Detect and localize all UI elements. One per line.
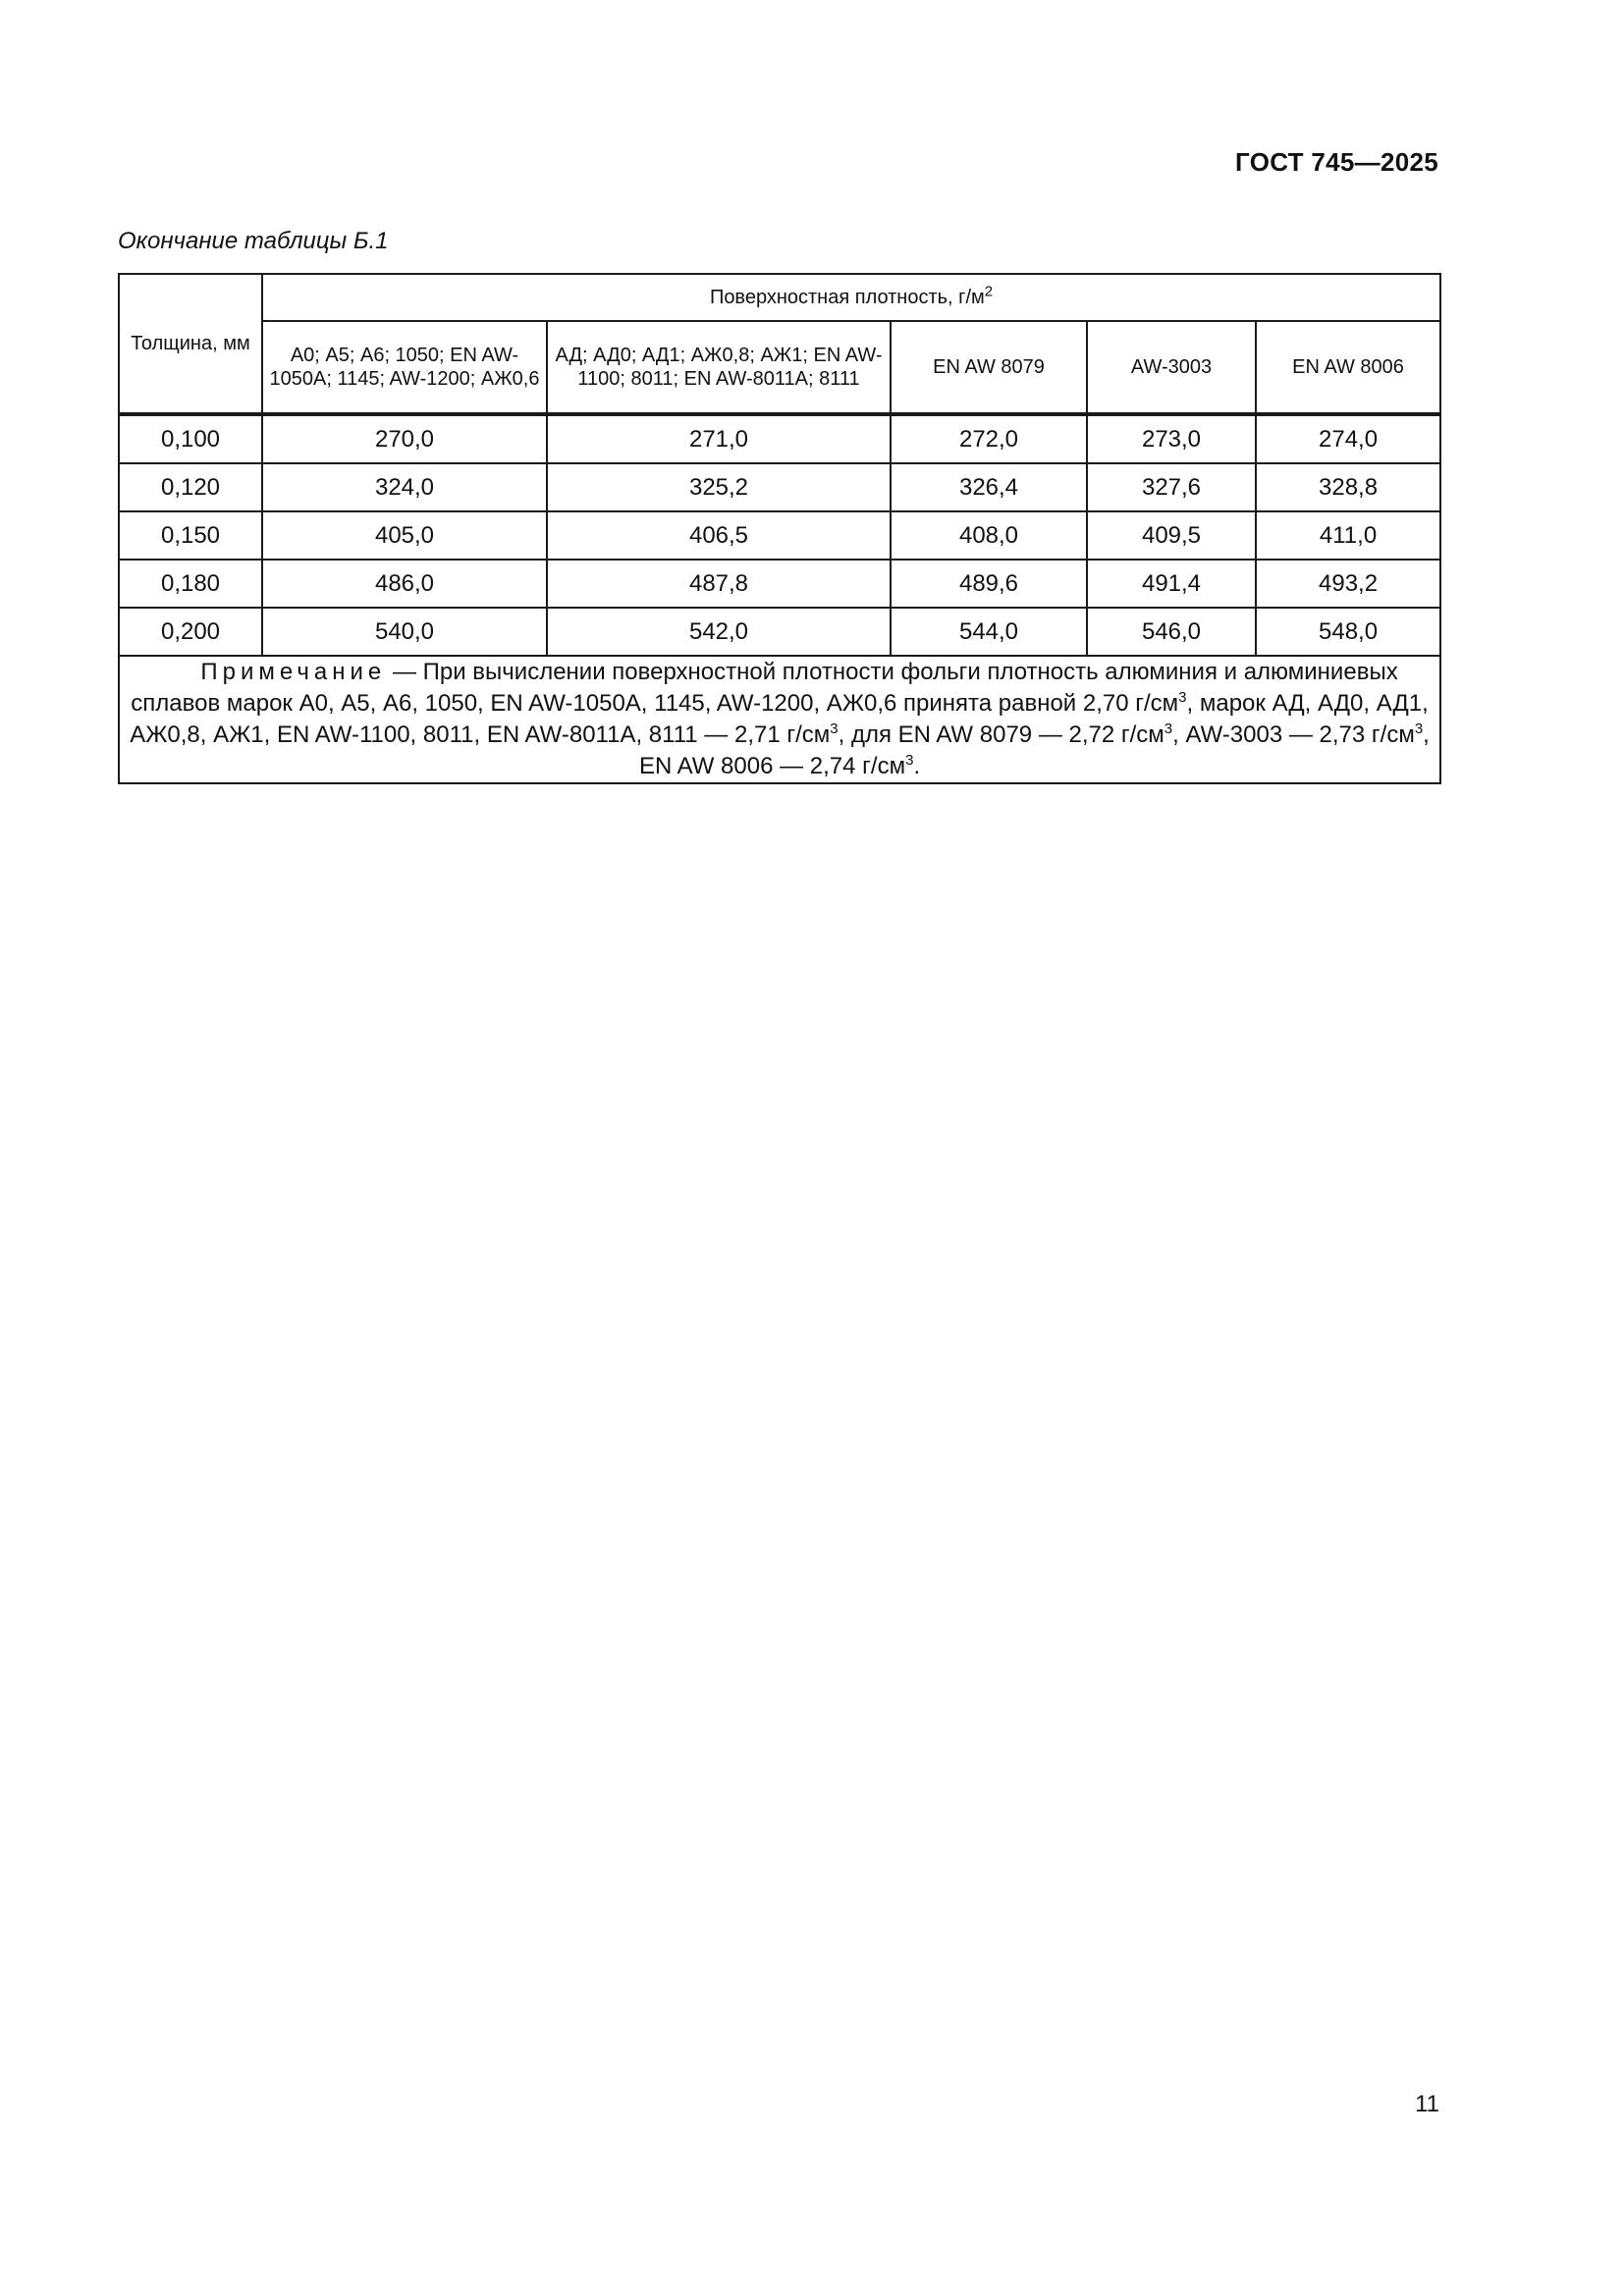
- value-cell: 540,0: [262, 608, 547, 656]
- document-id: ГОСТ 745—2025: [1235, 147, 1438, 177]
- value-cell: 274,0: [1256, 414, 1440, 463]
- thickness-cell: 0,200: [119, 608, 262, 656]
- value-cell: 486,0: [262, 560, 547, 608]
- table-row: [119, 511, 1440, 560]
- value-cell: 487,8: [547, 560, 891, 608]
- note-text-5: , EN AW 8006 — 2,74 г/см: [638, 721, 1430, 779]
- note-superscript: 3: [1164, 721, 1173, 737]
- note-superscript: 3: [830, 721, 839, 737]
- value-cell: 546,0: [1087, 608, 1256, 656]
- note-superscript: 3: [1178, 689, 1187, 706]
- value-cell: 271,0: [547, 414, 891, 463]
- note-cell: [119, 656, 1440, 783]
- column-header-alloy-group-1: А0; А5; А6; 1050; EN AW-1050A; 1145; AW-1200; АЖ0,6: [262, 321, 547, 414]
- value-cell: 406,5: [547, 511, 891, 560]
- column-header-en-aw-8006: EN AW 8006: [1256, 321, 1440, 414]
- surface-density-header-text: Поверхностная плотность, г/м: [709, 287, 985, 308]
- note-paragraph: [124, 657, 1435, 782]
- column-header-aw-3003: AW-3003: [1087, 321, 1256, 414]
- value-cell: 272,0: [891, 414, 1087, 463]
- table-row: [119, 463, 1440, 511]
- thickness-cell: 0,180: [119, 560, 262, 608]
- table-header-row: [119, 274, 1440, 321]
- value-cell: 405,0: [262, 511, 547, 560]
- value-cell: 542,0: [547, 608, 891, 656]
- table-caption: Окончание таблицы Б.1: [118, 228, 389, 254]
- value-cell: 328,8: [1256, 463, 1440, 511]
- surface-density-header-superscript: 2: [984, 283, 994, 300]
- value-cell: 408,0: [891, 511, 1087, 560]
- note-superscript: 3: [1414, 721, 1424, 737]
- table-row: [119, 560, 1440, 608]
- table-row: [119, 414, 1440, 463]
- value-cell: 489,6: [891, 560, 1087, 608]
- value-cell: 327,6: [1087, 463, 1256, 511]
- thickness-header: Толщина, мм: [119, 274, 262, 414]
- note-text-2: , марок АД, АД0, АД1, АЖ0,8, АЖ1, EN AW-1100, 8011, EN AW-8011A, 8111 — 2,71 г/см: [130, 690, 1429, 748]
- thickness-cell: 0,100: [119, 414, 262, 463]
- value-cell: 326,4: [891, 463, 1087, 511]
- value-cell: 270,0: [262, 414, 547, 463]
- table-row: [119, 608, 1440, 656]
- note-superscript: 3: [905, 752, 914, 769]
- column-header-en-aw-8079: EN AW 8079: [891, 321, 1087, 414]
- value-cell: 491,4: [1087, 560, 1256, 608]
- thickness-cell: 0,120: [119, 463, 262, 511]
- table-subheader-row: [119, 321, 1440, 414]
- note-text-3: , для EN AW 8079 — 2,72 г/см: [838, 721, 1164, 748]
- surface-density-header: [262, 274, 1440, 321]
- note-row: [119, 656, 1440, 783]
- column-header-alloy-group-2: АД; АД0; АД1; АЖ0,8; АЖ1; EN AW-1100; 8011; EN AW-8011A; 8111: [547, 321, 891, 414]
- note-text-4: , AW-3003 — 2,73 г/см: [1172, 721, 1415, 748]
- value-cell: 548,0: [1256, 608, 1440, 656]
- value-cell: 273,0: [1087, 414, 1256, 463]
- value-cell: 544,0: [891, 608, 1087, 656]
- value-cell: 325,2: [547, 463, 891, 511]
- thickness-cell: 0,150: [119, 511, 262, 560]
- value-cell: 324,0: [262, 463, 547, 511]
- note-text-6: .: [913, 753, 921, 779]
- value-cell: 409,5: [1087, 511, 1256, 560]
- note-text-1: — При вычислении поверхностной плотности фольги плотность алюминия и алюминиевых сплавов марок А0, А5, А6, 1050, EN AW-1050A, 1145, AW-1200, АЖ0,6 принята равной 2,70 г/см: [131, 659, 1398, 717]
- page-number: 11: [1415, 2091, 1439, 2117]
- value-cell: 411,0: [1256, 511, 1440, 560]
- surface-density-table: [118, 273, 1441, 784]
- value-cell: 493,2: [1256, 560, 1440, 608]
- note-label: Примечание: [200, 659, 387, 685]
